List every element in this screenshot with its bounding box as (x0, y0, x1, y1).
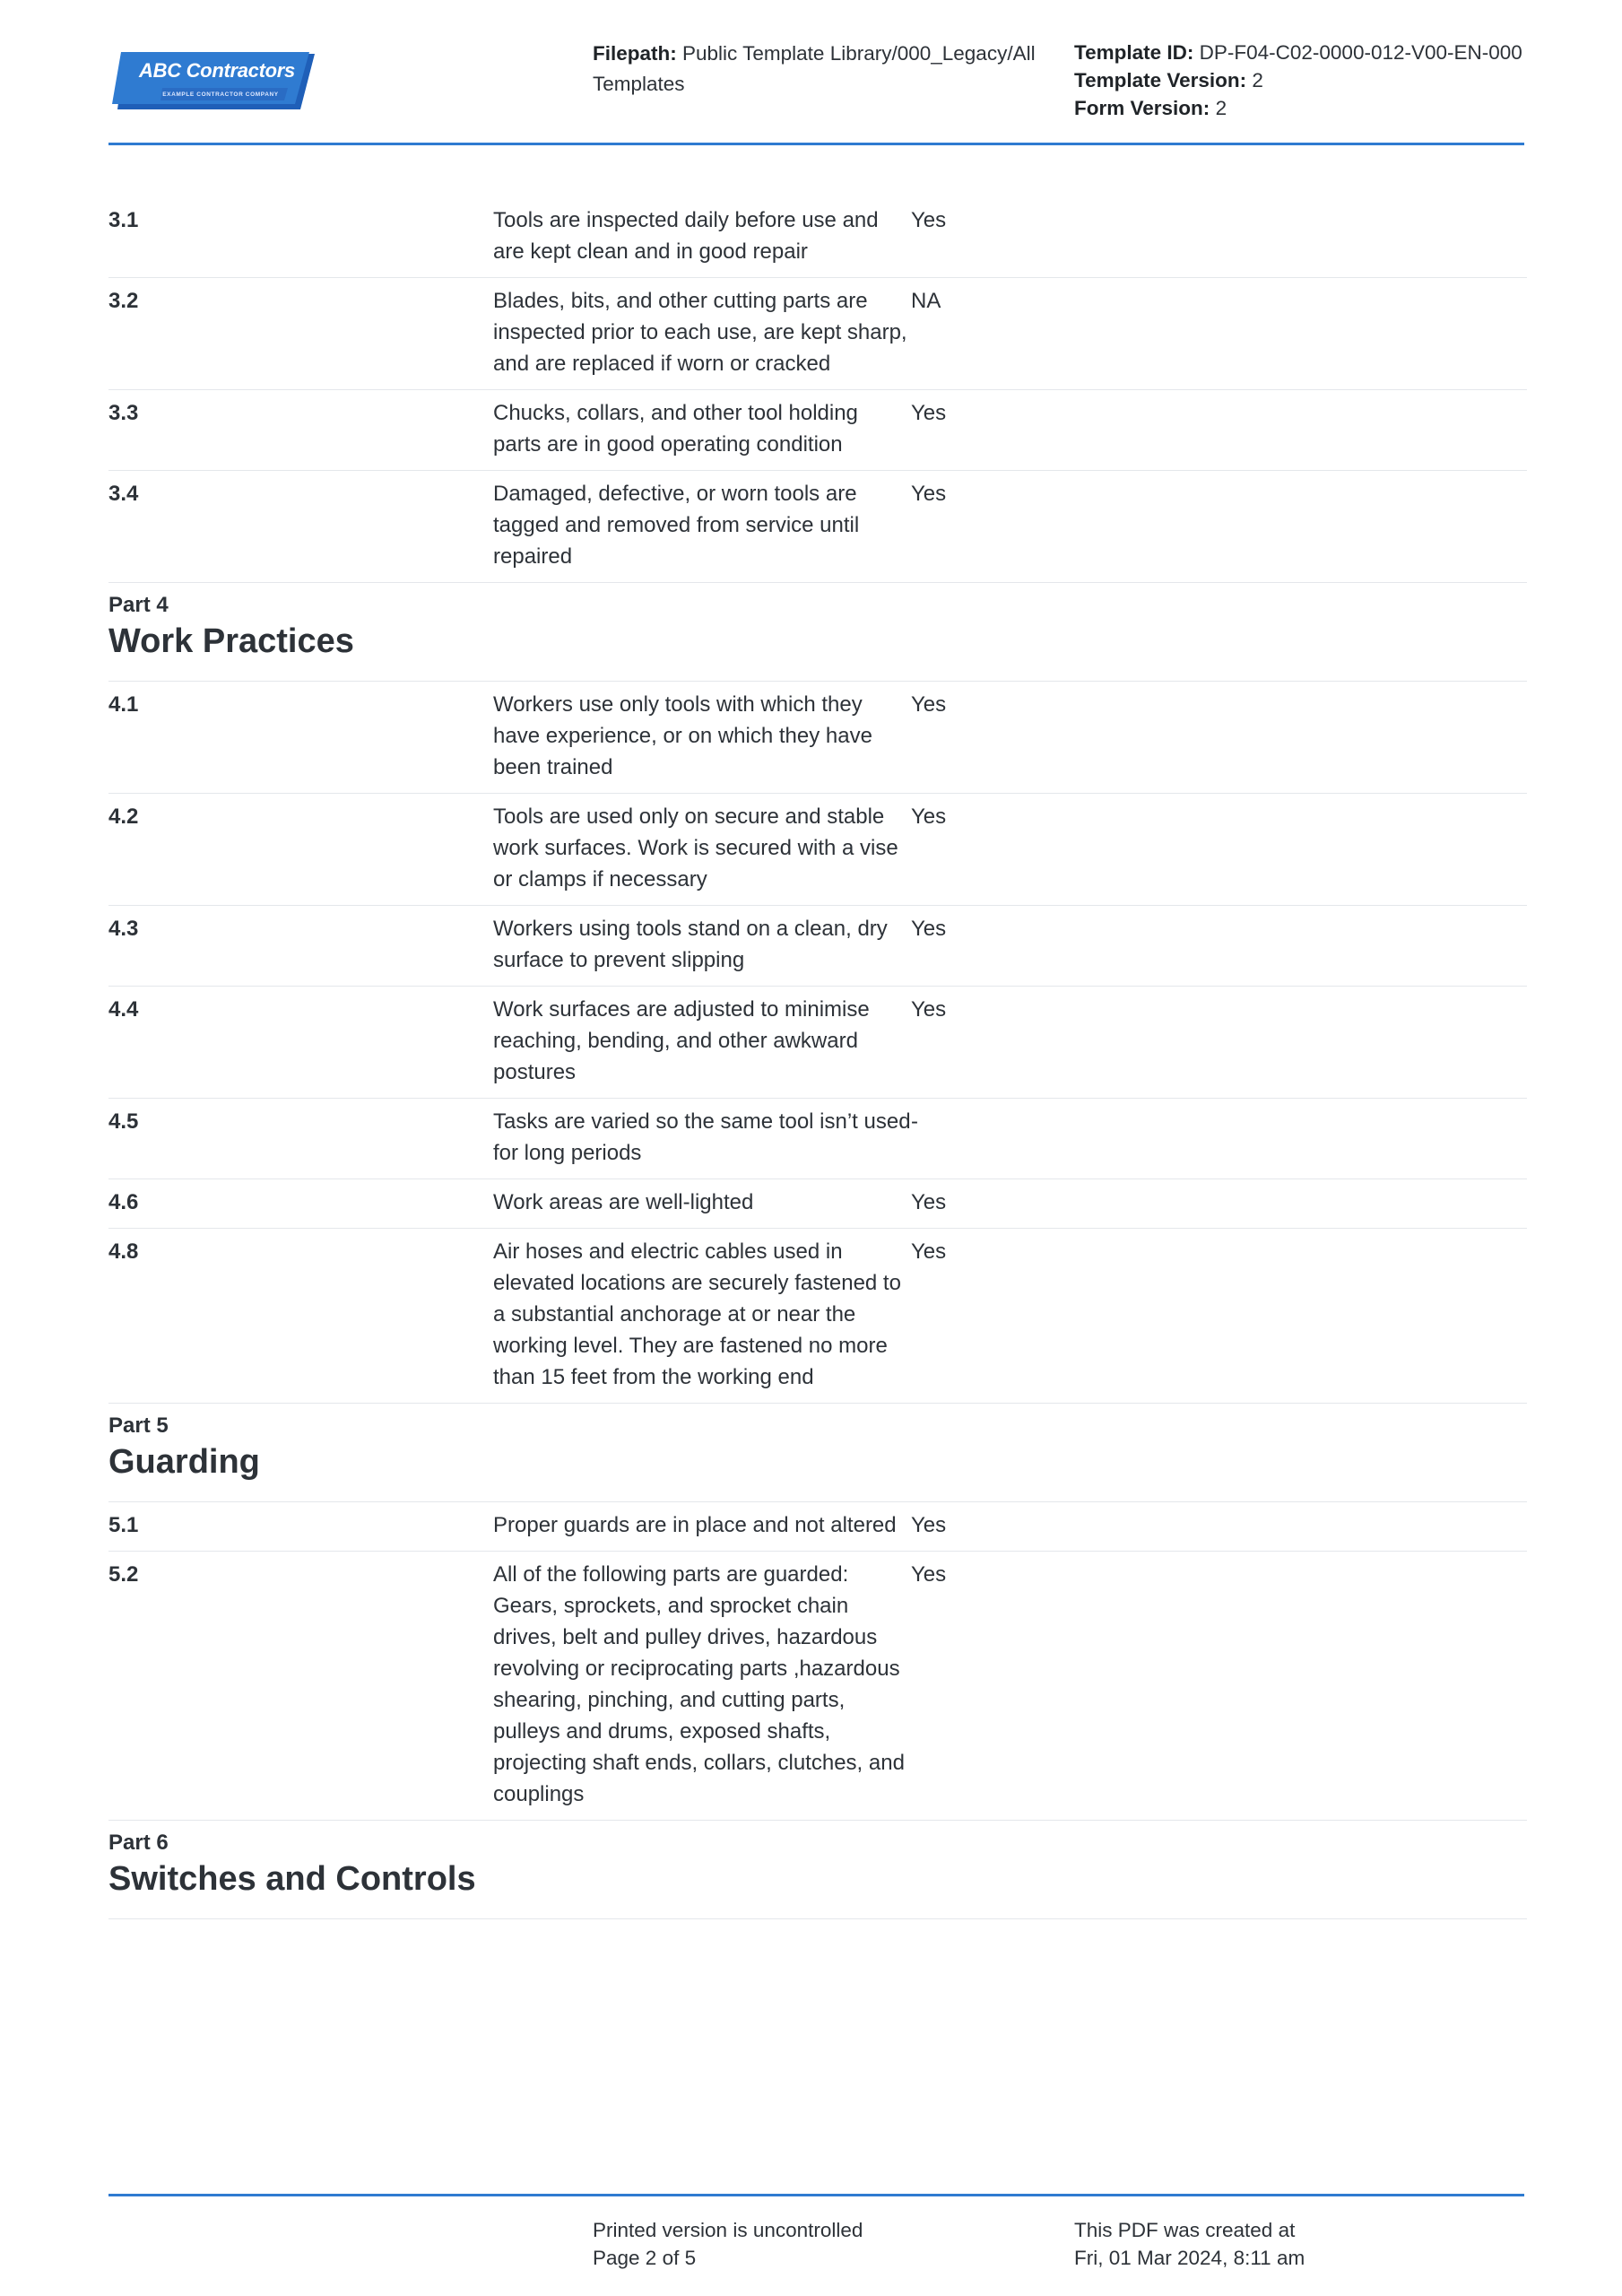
item-answer: Yes (911, 1513, 947, 1537)
item-answer: Yes (911, 1562, 947, 1587)
checklist-row (108, 1552, 1527, 1821)
template-version-label: Template Version: (1074, 69, 1247, 91)
item-question: Tools are used only on secure and stable work surfaces. Work is secured with a vise or clamps if necessary (493, 804, 898, 891)
item-answer: Yes (911, 917, 947, 941)
filepath-value-line2: Templates (593, 73, 685, 95)
checklist-row (108, 197, 1527, 278)
item-number: 3.1 (108, 208, 139, 232)
created-label: This PDF was created at (1074, 2219, 1296, 2241)
item-question: Air hoses and electric cables used in elevated locations are securely fastened to a substantial anchorage at or near the working level. They are fastened no more than 15 feet from the working end (493, 1239, 901, 1389)
checklist-row (108, 1099, 1527, 1179)
item-question: Work surfaces are adjusted to minimise reaching, bending, and other awkward postures (493, 997, 870, 1084)
item-number: 4.2 (108, 804, 139, 829)
item-answer: Yes (911, 482, 947, 506)
item-question: Tasks are varied so the same tool isn’t used for long periods (493, 1109, 911, 1165)
item-question: Workers use only tools with which they have experience, or on which they have been trained (493, 692, 872, 779)
part-label: Part 5 (108, 1413, 169, 1438)
item-question: Workers using tools stand on a clean, dry surface to prevent slipping (493, 917, 888, 972)
checklist-row (108, 794, 1527, 906)
template-version-line (1074, 66, 1540, 94)
template-info-block (1074, 39, 1540, 122)
checklist-row (108, 1502, 1527, 1552)
page-number: Page 2 of 5 (593, 2247, 697, 2269)
logo-tagline: EXAMPLE CONTRACTOR COMPANY (162, 91, 279, 98)
item-number: 5.1 (108, 1513, 139, 1537)
footer-divider (108, 2194, 1524, 2196)
part-title: Guarding (108, 1443, 260, 1481)
item-number: 4.4 (108, 997, 139, 1022)
item-number: 4.3 (108, 917, 139, 941)
item-question: Damaged, defective, or worn tools are tagged and removed from service until repaired (493, 482, 860, 569)
part-heading-5 (108, 1404, 1527, 1502)
checklist-row (108, 906, 1527, 987)
item-number: 3.4 (108, 482, 139, 506)
item-answer: - (911, 1109, 918, 1134)
logo-name: ABC Contractors (139, 59, 295, 82)
item-answer: Yes (911, 1190, 947, 1214)
item-number: 3.2 (108, 289, 139, 313)
footer-created-info (1074, 2216, 1522, 2272)
checklist-row (108, 987, 1527, 1099)
item-question: Work areas are well-lighted (493, 1190, 754, 1214)
form-version-line (1074, 94, 1540, 122)
item-answer: Yes (911, 208, 947, 232)
part-heading-4 (108, 583, 1527, 682)
item-answer: Yes (911, 997, 947, 1022)
filepath-label: Filepath: (593, 42, 677, 65)
item-number: 4.1 (108, 692, 139, 717)
item-answer: Yes (911, 804, 947, 829)
form-version-label: Form Version: (1074, 97, 1210, 119)
template-id-value: DP-F04-C02-0000-012-V00-EN-000 (1199, 41, 1522, 64)
item-answer: Yes (911, 692, 947, 717)
item-question: All of the following parts are guarded: Gears, sprockets, and sprocket chain drives, belt and pulley drives, hazardous revolving or reciprocating parts ,hazardous shearing, pinching, and cutting parts, pulleys and drums, exposed shafts, projecting shaft ends, collars, clutches, and couplings (493, 1562, 905, 1806)
page-header (108, 0, 1524, 145)
item-number: 3.3 (108, 401, 139, 425)
footer-page-info (593, 2216, 1041, 2272)
item-question: Blades, bits, and other cutting parts are inspected prior to each use, are kept sharp, and are replaced if worn or cracked (493, 289, 907, 376)
item-question: Proper guards are in place and not altered (493, 1513, 897, 1537)
part-label: Part 4 (108, 593, 169, 617)
part-heading-6 (108, 1821, 1527, 1919)
checklist-row (108, 471, 1527, 583)
filepath-value-line1: Public Template Library/000_Legacy/All (682, 42, 1036, 65)
item-answer: Yes (911, 1239, 947, 1264)
part-label: Part 6 (108, 1831, 169, 1855)
item-question: Chucks, collars, and other tool holding parts are in good operating condition (493, 401, 858, 457)
template-id-line (1074, 39, 1540, 66)
checklist-row (108, 390, 1527, 471)
item-answer: Yes (911, 401, 947, 425)
checklist-row (108, 278, 1527, 390)
part-title: Switches and Controls (108, 1860, 476, 1898)
item-number: 4.8 (108, 1239, 139, 1264)
filepath-block (593, 39, 1059, 100)
item-question: Tools are inspected daily before use and are kept clean and in good repair (493, 208, 879, 264)
item-number: 4.6 (108, 1190, 139, 1214)
checklist-row (108, 682, 1527, 794)
uncontrolled-notice: Printed version is uncontrolled (593, 2219, 863, 2241)
checklist-row (108, 1229, 1527, 1404)
header-divider (108, 143, 1524, 145)
item-number: 5.2 (108, 1562, 139, 1587)
template-version-value: 2 (1252, 69, 1263, 91)
item-number: 4.5 (108, 1109, 139, 1134)
checklist-row (108, 1179, 1527, 1229)
part-title: Work Practices (108, 622, 354, 660)
created-timestamp: Fri, 01 Mar 2024, 8:11 am (1074, 2247, 1305, 2269)
company-logo (108, 52, 315, 113)
template-id-label: Template ID: (1074, 41, 1194, 64)
item-answer: NA (911, 289, 941, 313)
checklist-content (108, 197, 1527, 1919)
form-version-value: 2 (1215, 97, 1227, 119)
